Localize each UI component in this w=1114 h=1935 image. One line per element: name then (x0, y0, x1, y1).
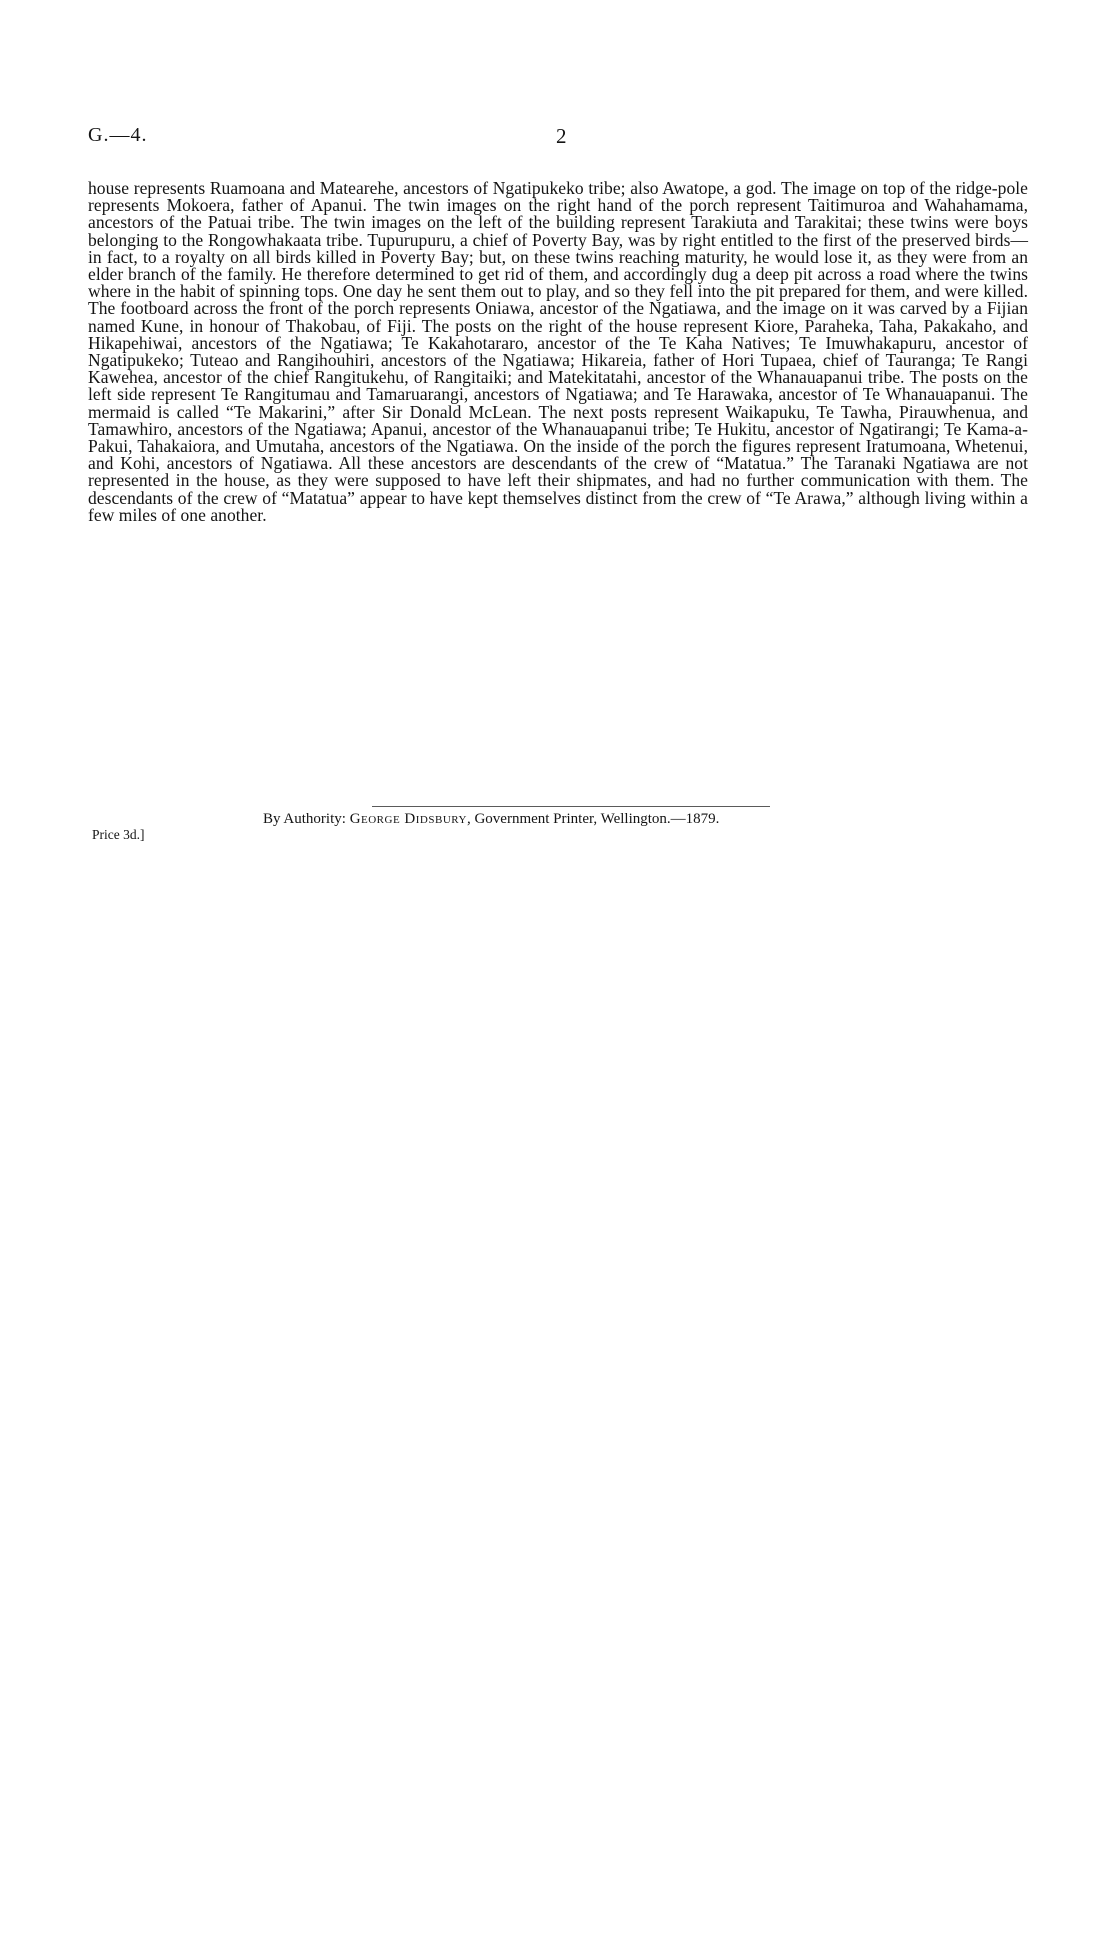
imprint-prefix: By Authority: (263, 811, 346, 827)
imprint-suffix: , Government Printer, Wellington.—1879. (466, 811, 720, 827)
price-note: Price 3d.] (92, 827, 145, 842)
printer-imprint (263, 811, 719, 828)
body-paragraph: house represents Ruamoana and Matearehe, ancestors of Ngatipukeko tribe; also Awatope, a god. The image on top of the ridge-pole represents Mokoera, father of Apanui. The twin images on the right hand of the porch represent Taitimuroa and Wahahamama, ancestors of the Patuai tribe. The twin images on the left of the building represent Tarakiuta and Tarakitai; these twins were boys belonging to the Rongowhakaata tribe. Tupurupuru, a chief of Poverty Bay, was by right entitled to the first of the preserved birds—in fact, to a royalty on all birds killed in Poverty Bay; but, on these twins reaching maturity, he would lose it, as they were from an elder branch of the family. He therefore determined to get rid of them, and accordingly dug a deep pit across a road where the twins where in the habit of spinning tops. One day he sent them out to play, and so they fell into the pit prepared for them, and were killed. The footboard across the front of the porch represents Oniawa, ancestor of the Ngatiawa, and the image on it was carved by a Fijian named Kune, in honour of Thakobau, of Fiji. The posts on the right of the house represent Kiore, Paraheka, Taha, Pakakaho, and Hikapehiwai, ancestors of the Ngatiawa; Te Kakahotararo, ancestor of the Te Kaha Natives; Te Imuwhakapuru, ancestor of Ngatipukeko; Tuteao and Rangihouhiri, ancestors of the Ngatiawa; Hikareia, father of Hori Tupaea, chief of Tauranga; Te Rangi Kawehea, ancestor of the chief Rangitukehu, of Rangitaiki; and Matekitatahi, ancestor of the Whanauapanui tribe. The posts on the left side represent Te Rangitumau and Tamaruarangi, ancestors of Ngatiawa; and Te Harawaka, ancestor of Te Whanauapanui. The mermaid is called “Te Makarini,” after Sir Donald McLean. The next posts represent Waikapuku, Te Tawha, Pirauwhenua, and Tamawhiro, ancestors of the Ngatiawa; Apanui, ancestor of the Whanauapanui tribe; Te Hukitu, ancestor of Ngatirangi; Te Kama-a-Pakui, Tahakaiora, and Umutaha, ancestors of the Ngatiawa. On the inside of the porch the figures represent Iratumoana, Whetenui, and Kohi, ancestors of Ngatiawa. All these ancestors are descendants of the crew of “Matatua.” The Taranaki Ngatiawa are not represented in the house, as they were supposed to have left their shipmates, and had no further communication with them. The descendants of the crew of “Matatua” appear to have kept themselves distinct from the crew of “Te Arawa,” although living within a few miles of one another. (88, 178, 1028, 525)
printer-name: George Didsbury (349, 811, 467, 827)
footer-rule (372, 806, 770, 807)
page-header (88, 124, 568, 154)
page-number: 2 (556, 124, 567, 148)
document-reference: G.—4. (88, 124, 148, 146)
